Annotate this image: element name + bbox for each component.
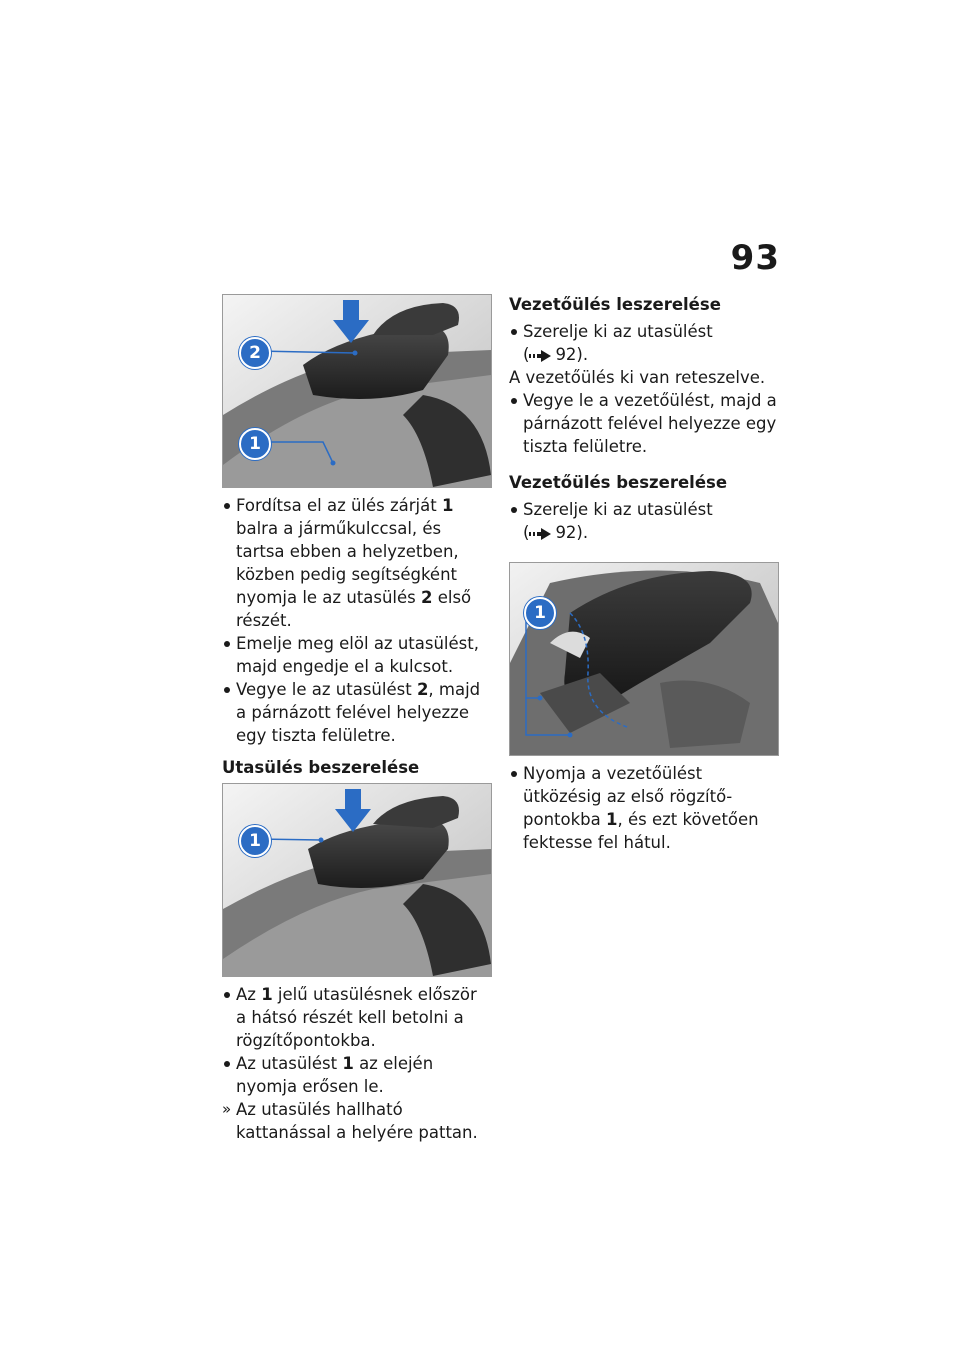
list-item: Szerelje ki az utasülést ( 92). bbox=[509, 498, 779, 544]
passenger-seat-install-steps bbox=[222, 983, 492, 1144]
rider-seat-install-final-steps bbox=[509, 762, 779, 854]
reference-arrow-icon bbox=[529, 528, 551, 540]
list-item: Nyomja a vezetőülést ütközésig az első rögzítő-pontokba 1, és ezt követően fektesse fel hátul. bbox=[509, 762, 779, 854]
section-heading: Vezetőülés beszerelése bbox=[509, 473, 728, 492]
callout-badge-1: 1 bbox=[239, 825, 271, 857]
rider-seat-install-figure bbox=[509, 562, 779, 756]
list-item: Az utasülést 1 az elején nyomja erősen le. bbox=[222, 1052, 492, 1098]
rider-seat-install-steps bbox=[509, 498, 779, 544]
callout-badge-1: 1 bbox=[524, 597, 556, 629]
list-item: Emelje meg elöl az utasülést, majd engedje el a kulcsot. bbox=[222, 632, 492, 678]
list-item: Vegye le a vezetőülést, majd a párnázott felével helyezze egy tiszta felületre. bbox=[509, 389, 779, 458]
list-item: Fordítsa el az ülés zárját 1 balra a járműkulccsal, és tartsa ebben a helyzetben, közben pedig segítségként nyomja le az utasülés 2 első részét. bbox=[222, 494, 492, 632]
callout-badge-2: 2 bbox=[239, 337, 271, 369]
section-heading: Vezetőülés leszerelése bbox=[509, 295, 721, 314]
callout-badge-1: 1 bbox=[239, 428, 271, 460]
list-item: Az 1 jelű utasülésnek először a hátsó részét kell betolni a rögzítőpontokba. bbox=[222, 983, 492, 1052]
left-column bbox=[222, 294, 492, 1144]
page-number: 93 bbox=[730, 238, 780, 278]
section-heading: Utasülés beszerelése bbox=[222, 758, 420, 777]
status-text: A vezetőülés ki van reteszelve. bbox=[509, 368, 766, 387]
result-item: » Az utasülés hallható kattanással a helyére pattan. bbox=[222, 1098, 492, 1144]
passenger-seat-removal-figure bbox=[222, 294, 492, 488]
reference-arrow-icon bbox=[529, 350, 551, 362]
passenger-seat-removal-steps bbox=[222, 494, 492, 747]
right-column bbox=[509, 294, 779, 854]
rider-seat-removal-steps bbox=[509, 320, 779, 458]
list-item: Szerelje ki az utasülést ( 92). bbox=[509, 320, 779, 366]
passenger-seat-install-figure bbox=[222, 783, 492, 977]
list-item: Vegye le az utasülést 2, majd a párnázott felével helyezze egy tiszta felületre. bbox=[222, 678, 492, 747]
